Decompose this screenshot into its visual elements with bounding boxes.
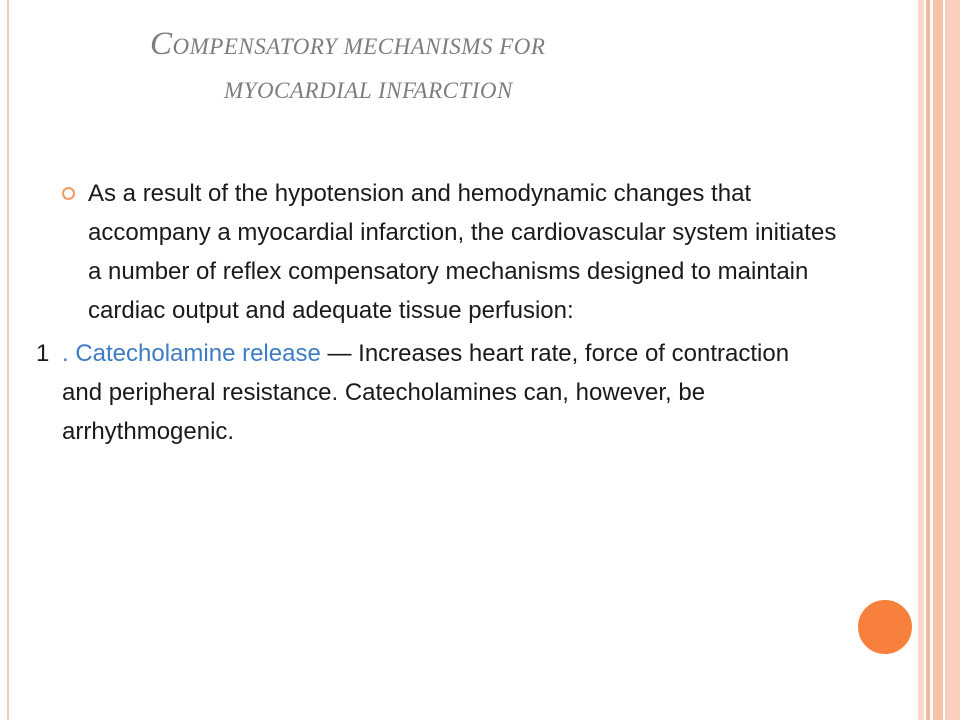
decorative-stripe (945, 0, 960, 720)
decorative-circle (855, 597, 915, 657)
title-line-2: MYOCARDIAL INFARCTION (224, 78, 513, 103)
bullet-ring-icon (62, 187, 75, 200)
item-term: . Catecholamine release (62, 340, 321, 367)
title-initial: C (150, 26, 173, 62)
bullet-item (62, 174, 842, 330)
slide-body (36, 174, 842, 451)
title-line-1 (150, 22, 850, 69)
decorative-stripe (933, 0, 943, 720)
bullet-text: As a result of the hypotension and hemodynamic changes that accompany a myocardial infarction, the cardiovascular system initiates a number of reflex compensatory mechanisms designed to maintain cardiac output and adequate tissue perfusion: (88, 180, 837, 324)
left-border-line (7, 0, 9, 720)
item-description: — Increases heart rate, force of contraction and peripheral resistance. Catecholamines can, however, be arrhythmogenic. (62, 340, 790, 445)
slide-title (150, 22, 850, 113)
title-line-1-rest: OMPENSATORY MECHANISMS FOR (172, 34, 546, 59)
item-number: 1 (36, 340, 50, 367)
numbered-item-1 (36, 334, 816, 451)
